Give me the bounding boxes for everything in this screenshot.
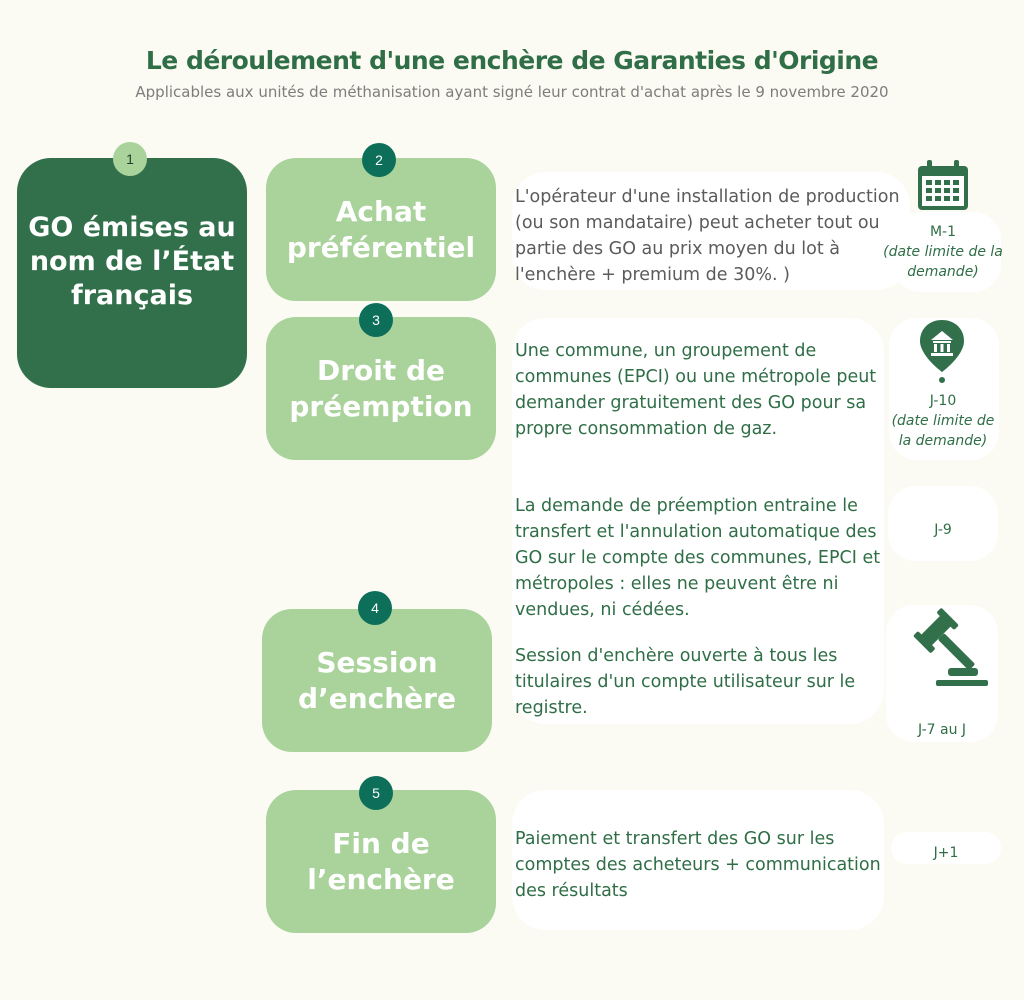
step-4-label: Session d’enchère xyxy=(298,645,456,715)
calendar-icon xyxy=(916,158,970,212)
m1-deadline xyxy=(883,222,1003,282)
step-3-number: 3 xyxy=(359,303,393,337)
step-2-label: Achat préférentiel xyxy=(286,194,476,264)
step-3-box xyxy=(266,317,496,460)
transfert-description: La demande de préemption entraine le transfert et l'annulation automatique des GO sur le compte des communes, EPCI et métropoles : elles ne peuvent être ni vendues, ni cédées. xyxy=(515,496,881,620)
j10-deadline xyxy=(884,391,1002,451)
achat-description: L'opérateur d'une installation de production (ou son mandataire) peut acheter tout ou partie des GO au prix moyen du lot à l'enchère + premium de 30%. ) xyxy=(515,187,900,285)
step-4-box xyxy=(262,609,492,752)
step-1-label: GO émises au nom de l’État français xyxy=(28,212,236,311)
step-5-number: 5 xyxy=(359,776,393,810)
j9-deadline: J-9 xyxy=(934,522,952,538)
page-title: Le déroulement d'une enchère de Garanties d'Origine xyxy=(145,46,879,75)
step-3-label: Droit de préemption xyxy=(289,353,473,423)
step-2-number: 2 xyxy=(362,143,396,177)
town-hall-pin-icon xyxy=(917,318,967,384)
session-description: Session d'enchère ouverte à tous les titulaires d'un compte utilisateur sur le registre. xyxy=(515,646,856,718)
step-2-box xyxy=(266,158,496,301)
step-5-label: Fin de l’enchère xyxy=(307,826,455,896)
j1-deadline: J+1 xyxy=(933,845,959,861)
j10-value: J-10 xyxy=(929,393,957,409)
step-5-box xyxy=(266,790,496,933)
fin-description: Paiement et transfert des GO sur les comptes des acheteurs + communication des résultats xyxy=(515,829,881,901)
m1-note: (date limite de la demande) xyxy=(883,244,1003,280)
preemption-description: Une commune, un groupement de communes (EPCI) ou une métropole peut demander gratuitement des GO pour sa propre consommation de gaz. xyxy=(515,341,877,439)
j10-note: (date limite de la demande) xyxy=(891,413,995,449)
page-subtitle: Applicables aux unités de méthanisation ayant signé leur contrat d'achat après le 9 novembre 2020 xyxy=(135,83,889,101)
step-1-number: 1 xyxy=(113,142,147,176)
step-1-box xyxy=(17,158,247,388)
step-4-number: 4 xyxy=(358,591,392,625)
gavel-icon xyxy=(896,608,991,690)
m1-value: M-1 xyxy=(929,224,957,240)
j7-deadline: J-7 au J xyxy=(917,722,967,738)
